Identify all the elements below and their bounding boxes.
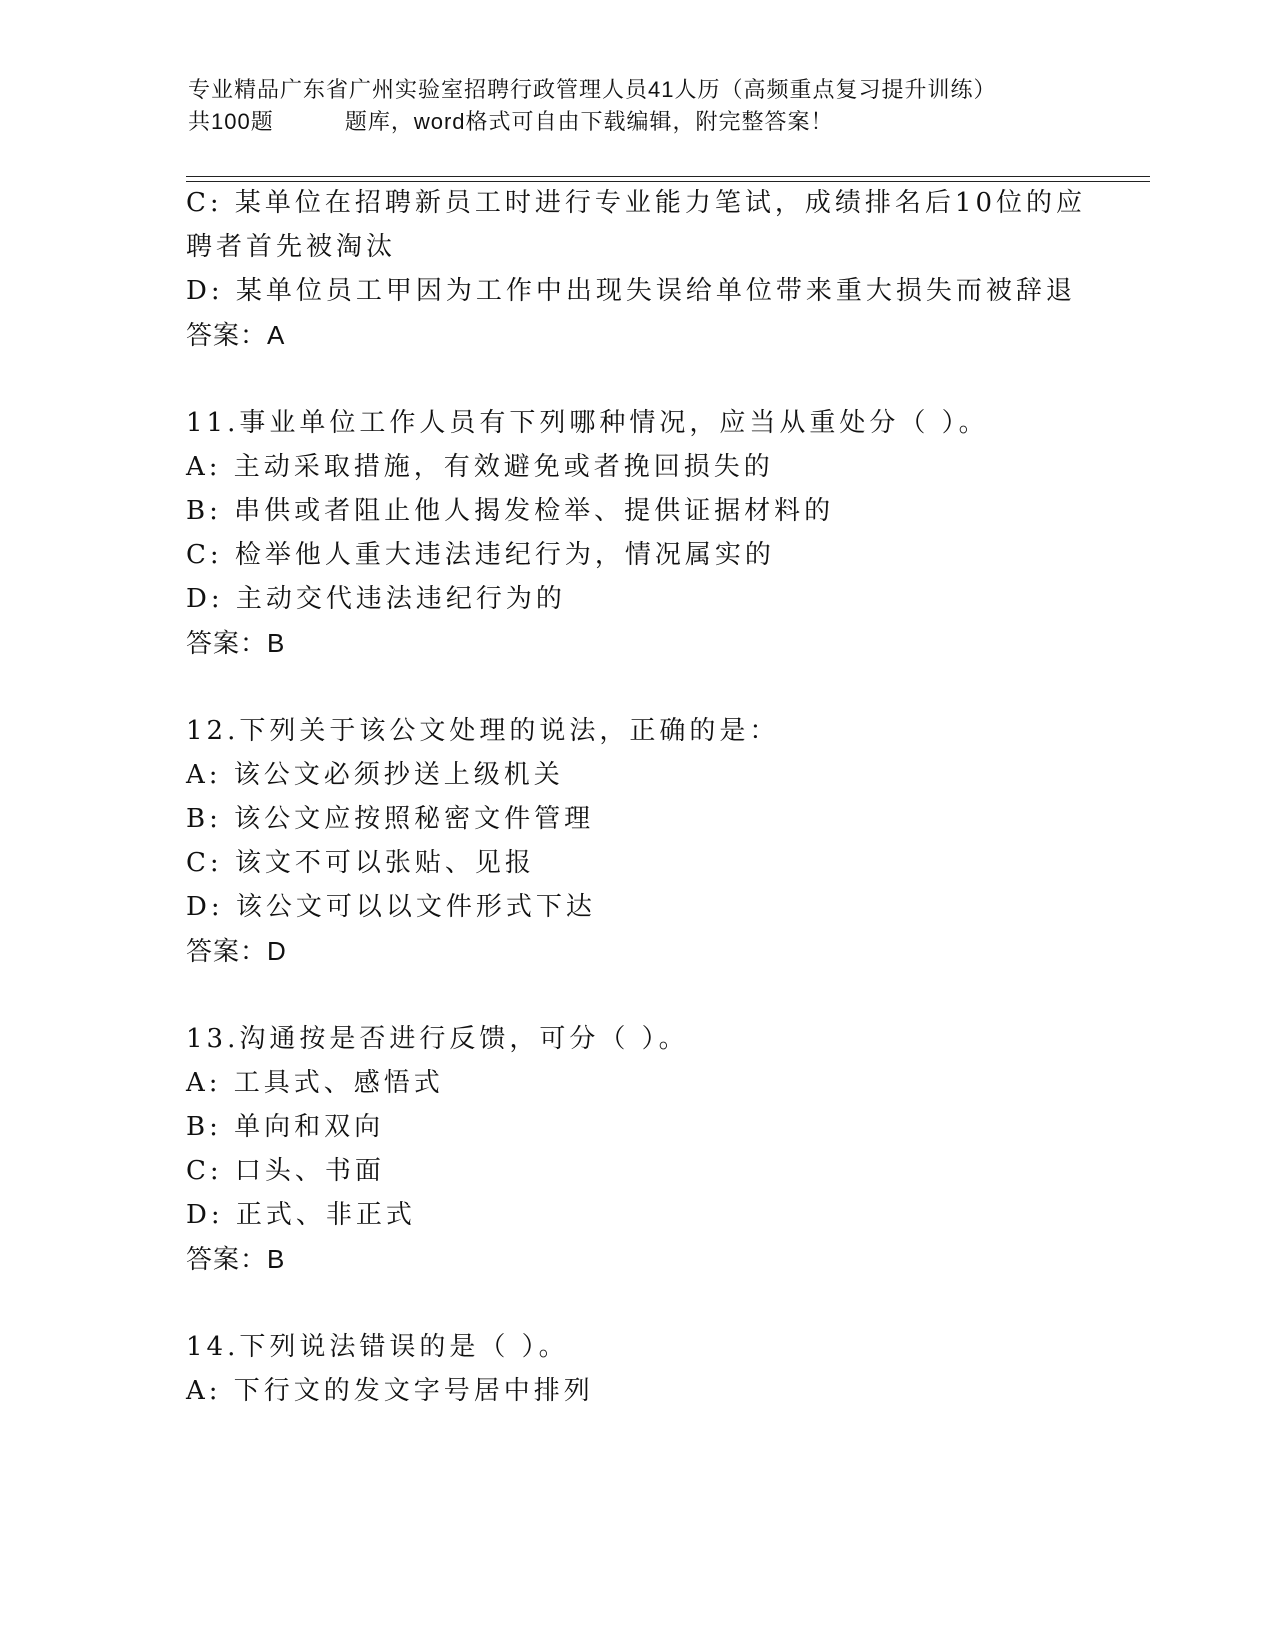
header-title-line2: 共100题 题库，word格式可自由下载编辑，附完整答案！ — [188, 109, 834, 134]
option-d: D: 正式、非正式 — [186, 1200, 416, 1230]
option-c-continued: 聘者首先被淘汰 — [186, 232, 397, 262]
header-divider-bottom — [186, 181, 1150, 182]
header-divider-top — [186, 176, 1150, 177]
option-a: A: 下行文的发文字号居中排列 — [186, 1376, 594, 1406]
answer-line: 答案：B — [186, 1244, 286, 1274]
option-c: C: 某单位在招聘新员工时进行专业能力笔试，成绩排名后10位的应 — [186, 188, 1087, 218]
header-title-line1: 专业精品广东省广州实验室招聘行政管理人员41人历（高频重点复习提升训练） — [188, 77, 997, 102]
option-d: D: 主动交代违法违纪行为的 — [186, 584, 566, 614]
document-header — [188, 74, 1148, 138]
answer-line: 答案：A — [186, 320, 286, 350]
option-c: C: 检举他人重大违法违纪行为，情况属实的 — [186, 540, 775, 570]
option-b: B: 单向和双向 — [186, 1112, 385, 1142]
question-11-stem: 11.事业单位工作人员有下列哪种情况，应当从重处分（ ）。 — [186, 408, 989, 438]
question-14-stem: 14.下列说法错误的是（ ）。 — [186, 1332, 569, 1362]
option-b: B: 串供或者阻止他人揭发检举、提供证据材料的 — [186, 496, 835, 526]
option-d: D: 该公文可以以文件形式下达 — [186, 892, 596, 922]
option-a: A: 该公文必须抄送上级机关 — [186, 760, 564, 790]
option-c: C: 口头、书面 — [186, 1156, 385, 1186]
option-b: B: 该公文应按照秘密文件管理 — [186, 804, 595, 834]
option-a: A: 工具式、感悟式 — [186, 1068, 444, 1098]
option-d: D: 某单位员工甲因为工作中出现失误给单位带来重大损失而被辞退 — [186, 276, 1076, 306]
option-c: C: 该文不可以张贴、见报 — [186, 848, 535, 878]
answer-line: 答案：D — [186, 936, 287, 966]
question-13-stem: 13.沟通按是否进行反馈，可分（ ）。 — [186, 1024, 689, 1054]
answer-line: 答案：B — [186, 628, 286, 658]
option-a: A: 主动采取措施，有效避免或者挽回损失的 — [186, 452, 774, 482]
question-12-stem: 12.下列关于该公文处理的说法，正确的是： — [186, 716, 780, 746]
